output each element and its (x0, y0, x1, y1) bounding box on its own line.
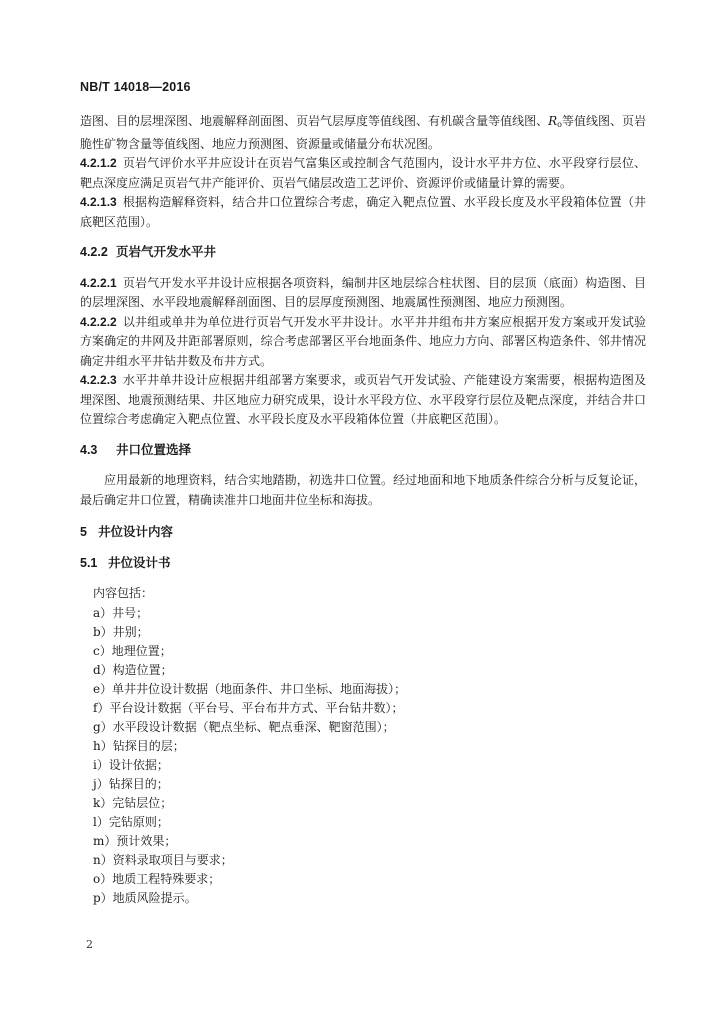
list-item: o）地质工程特殊要求； (93, 871, 221, 886)
heading-number: 5 (80, 525, 87, 539)
heading-number: 4.3 (80, 442, 98, 457)
clause-text: 根据构造解释资料，结合井口位置综合考虑，确定入靶点位置、水平段长度及水平段箱体位置（井底靶区范围）。 (80, 195, 646, 229)
section-heading-5 (80, 523, 646, 543)
clause-4-2-2-1 (80, 274, 646, 313)
paragraph-4-3: 应用最新的地理资料，结合实地踏勘，初选井口位置。经过地面和地下地质条件综合分析与反复论证，最后确定井口位置，精确读准井口地面井位坐标和海拔。 (80, 473, 646, 507)
list-item: a）井号； (93, 605, 149, 620)
clause-4-2-1-2 (80, 154, 646, 193)
ro-subscript: o (557, 120, 562, 129)
list-item: p）地质风险提示。 (93, 890, 197, 905)
content-list (80, 604, 646, 908)
list-item: k）完钻层位； (93, 795, 173, 810)
list-item: g）水平段设计数据（靶点坐标、靶点垂深、靶窗范围）； (93, 719, 395, 734)
heading-number: 5.1 (80, 555, 98, 570)
list-item: b）井别； (93, 624, 149, 639)
clause-4-2-2-3 (80, 371, 646, 430)
standard-code-header: NB/T 14018—2016 (80, 80, 191, 94)
list-item: n）资料录取项目与要求； (93, 852, 233, 867)
heading-number: 4.2.2 (80, 245, 108, 259)
heading-title: 页岩气开发水平井 (116, 245, 217, 259)
clause-text: 以井组或单井为单位进行页岩气开发水平井设计。水平井井组布井方案应根据开发方案或开发试验方案确定的井网及井距部署原则，综合考虑部署区平台地面条件、地应力方向、部署区构造条件、邻井情况确定井组水平井钻井数及布井方式。 (80, 314, 646, 368)
clause-number: 4.2.1.2 (80, 156, 117, 170)
clause-4-2-1-3 (80, 193, 646, 232)
list-intro: 内容包括： (93, 586, 154, 600)
clause-number: 4.2.2.2 (80, 314, 117, 329)
section-heading-4-2-2 (80, 243, 646, 263)
clause-text: 页岩气评价水平井应设计在页岩气富集区或控制含气范围内，设计水平井方位、水平段穿行层位、靶点深度应满足页岩气井产能评价、页岩气储层改造工艺评价、资源评价或储量计算的需要。 (80, 156, 646, 190)
list-item: l）完钻原则； (93, 814, 169, 829)
clause-4-2-2-2 (80, 313, 646, 372)
list-item: m）预计效果； (93, 833, 177, 848)
list-item: h）钻探目的层； (93, 738, 185, 753)
heading-title: 井位设计书 (108, 555, 171, 570)
clause-number: 4.2.2.3 (80, 373, 117, 387)
clause-text: 页岩气开发水平井设计应根据各项资料，编制井区地层综合柱状图、目的层顶（底面）构造图、目的层埋深图、水平段地震解释剖面图、目的层厚度预测图、地震属性预测图、地应力预测图。 (80, 275, 646, 309)
section-heading-5-1 (80, 554, 646, 574)
clause-number: 4.2.1.3 (80, 195, 117, 209)
page-number: 2 (86, 938, 93, 951)
page-content (80, 112, 646, 908)
clause-text: 水平井单井设计应根据井组部署方案要求，或页岩气开发试验、产能建设方案需要，根据构造图及埋深图、地震预测结果、井区地应力研究成果，设计水平段方位、水平段穿行层位及靶点深度，并结合井口位置综合考虑确定入靶点位置、水平段长度及水平段箱体位置（井底靶区范围）。 (80, 373, 646, 426)
intro-text-b: 等值线图、页岩脆性矿物含量等值线图、地应力预测图、资源量或储量分布状况图。 (80, 114, 646, 151)
section-heading-4-3 (80, 441, 646, 461)
intro-text-a: 造图、目的层埋深图、地震解释剖面图、页岩气层厚度等值线图、有机碳含量等值线图、 (80, 114, 549, 128)
clause-number: 4.2.2.1 (80, 275, 117, 290)
list-item: j）钻探目的； (93, 776, 169, 791)
list-item: c）地理位置； (93, 643, 172, 658)
list-item: e）单井井位设计数据（地面条件、井口坐标、地面海拔）； (93, 681, 407, 696)
heading-title: 井口位置选择 (116, 442, 192, 457)
ro-symbol: R (548, 114, 558, 128)
list-item: f）平台设计数据（平台号、平台布井方式、平台钻井数）； (93, 700, 404, 715)
list-item: d）构造位置； (93, 662, 173, 677)
list-item: i）设计依据； (93, 757, 169, 772)
heading-title: 井位设计内容 (98, 525, 174, 539)
intro-paragraph (80, 112, 646, 154)
